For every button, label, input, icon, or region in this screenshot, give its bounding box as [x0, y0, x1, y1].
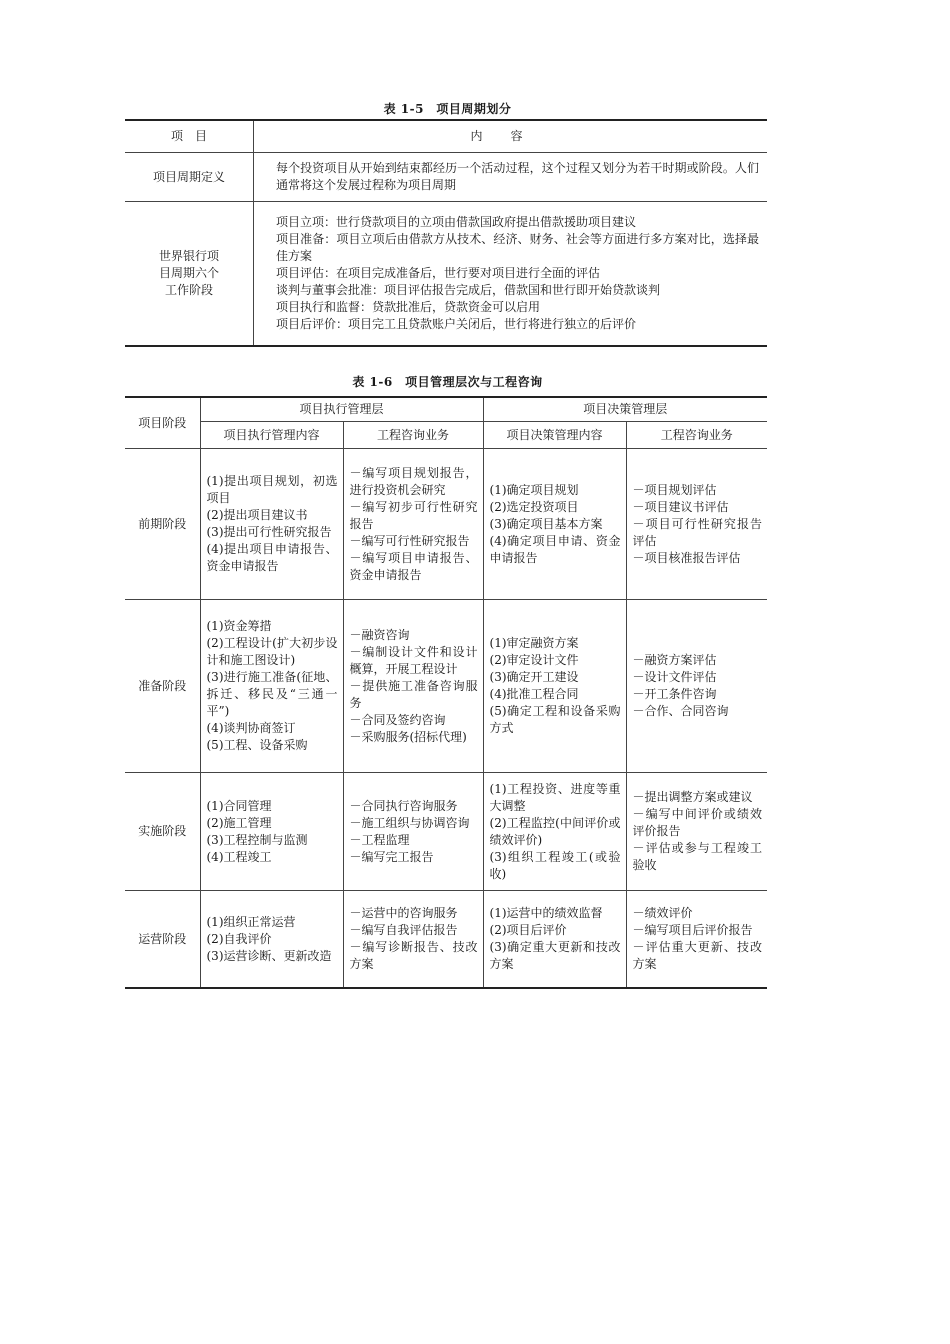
list-item: －融资咨询	[349, 627, 410, 642]
list-item: －提供施工准备咨询服务	[349, 678, 478, 710]
list-item: (3)提出可行性研究报告	[206, 525, 332, 539]
decision-content-cell	[483, 773, 626, 891]
decision-content-cell	[483, 600, 626, 773]
header-phase: 项目阶段	[125, 397, 200, 449]
header-exec-consult: 工程咨询业务	[343, 422, 483, 449]
decision-consult-cell	[626, 600, 767, 773]
list-item: －编写初步可行性研究报告	[349, 499, 478, 531]
list-item: －编写自我评估报告	[349, 923, 458, 937]
table-row	[125, 202, 767, 347]
list-item: －项目建议书评估	[632, 499, 729, 514]
header-exec-content: 项目执行管理内容	[200, 422, 343, 449]
project-cycle-table	[125, 119, 767, 347]
list-item: (2)工程监控(中间评价或绩效评价)	[489, 815, 621, 847]
list-item: (2)项目后评价	[489, 923, 567, 937]
list-item: (3)确定项目基本方案	[489, 516, 603, 531]
table-row	[125, 600, 767, 773]
decision-consult-cell	[626, 891, 767, 989]
exec-consult-cell	[343, 449, 483, 600]
list-item: (2)工程设计(扩大初步设计和施工图设计)	[206, 636, 338, 667]
exec-consult-cell	[343, 891, 483, 989]
list-item: (4)谈判协商签订	[206, 721, 296, 735]
stage-item: 项目立项：世行贷款项目的立项由借款国政府提出借款援助项目建议	[276, 215, 637, 229]
list-item: (2)提出项目建议书	[206, 508, 308, 522]
exec-content-cell	[200, 600, 343, 773]
header-exec-group: 项目执行管理层	[200, 397, 483, 422]
row-label	[125, 202, 254, 347]
list-item: (4)提出项目申请报告、资金申请报告	[206, 542, 338, 573]
phase-label: 运营阶段	[125, 891, 200, 989]
list-item: －项目可行性研究报告评估	[632, 516, 763, 548]
list-item: (4)批准工程合同	[489, 687, 579, 701]
list-item: (2)审定设计文件	[489, 653, 579, 667]
stage-item: 项目评估：在项目完成准备后，世行要对项目进行全面的评估	[276, 266, 601, 280]
list-item: (3)进行施工准备(征地、拆迁、移民及“三通一平”)	[206, 670, 338, 718]
label-line: 工作阶段	[164, 283, 213, 297]
table-1-6-caption: 表 1-6 项目管理层次与工程咨询	[352, 375, 543, 389]
list-item: －合同及签约咨询	[349, 712, 446, 727]
list-item: －编写诊断报告、技改方案	[349, 940, 478, 971]
list-item: (3)确定重大更新和技改方案	[489, 940, 621, 971]
exec-consult-cell	[343, 600, 483, 773]
list-item: (5)工程、设备采购	[206, 738, 308, 752]
decision-consult-cell	[626, 773, 767, 891]
row-content: 每个投资项目从开始到结束都经历一个活动过程，这个过程又划分为若干时期或阶段。人们通常将这个发展过程称为项目周期	[254, 153, 768, 202]
stage-item: 谈判与董事会批准：项目评估报告完成后，借款国和世行即开始贷款谈判	[276, 283, 661, 297]
list-item: －工程监理	[349, 832, 410, 847]
list-item: (1)审定融资方案	[489, 636, 579, 650]
list-item: －评估重大更新、技改方案	[632, 940, 763, 971]
list-item: －编写项目申请报告、资金申请报告	[349, 550, 478, 582]
list-item: －编写项目后评价报告	[632, 923, 753, 937]
list-item: －运营中的咨询服务	[349, 906, 458, 920]
table-header-row	[125, 120, 767, 153]
list-item: (5)确定工程和设备采购方式	[489, 704, 621, 735]
list-item: －合同执行咨询服务	[349, 798, 458, 813]
list-item: (3)确定开工建设	[489, 670, 579, 684]
list-item: －合作、合同咨询	[632, 704, 729, 718]
row-label: 项目周期定义	[125, 153, 254, 202]
list-item: (3)工程控制与监测	[206, 832, 308, 847]
list-item: (1)提出项目规划，初选项目	[206, 474, 338, 505]
phase-label: 实施阶段	[125, 773, 200, 891]
exec-consult-cell	[343, 773, 483, 891]
header-decision-consult: 工程咨询业务	[626, 422, 767, 449]
list-item: －绩效评价	[632, 906, 693, 920]
table-row	[125, 891, 767, 989]
list-item: (4)确定项目申请、资金申请报告	[489, 533, 621, 565]
list-item: －设计文件评估	[632, 670, 717, 684]
list-item: (3)运营诊断、更新改造	[206, 948, 332, 963]
list-item: －施工组织与协调咨询	[349, 815, 470, 830]
phase-label: 前期阶段	[125, 449, 200, 600]
header-item: 项 目	[125, 120, 254, 153]
exec-content-cell	[200, 773, 343, 891]
label-line: 世界银行项	[158, 249, 219, 263]
header-decision-group: 项目决策管理层	[483, 397, 767, 422]
list-item: －编写中间评价或绩效评价报告	[632, 807, 763, 838]
exec-content-cell	[200, 449, 343, 600]
list-item: －开工条件咨询	[632, 687, 717, 701]
list-item: －编写可行性研究报告	[349, 533, 470, 548]
table-row	[125, 153, 767, 202]
stage-list	[254, 202, 768, 347]
stage-item: 项目后评价：项目完工且贷款账户关闭后，世行将进行独立的后评价	[276, 317, 637, 331]
table-header-row	[125, 397, 767, 422]
header-decision-content: 项目决策管理内容	[483, 422, 626, 449]
list-item: (2)自我评价	[206, 931, 272, 946]
list-item: －编写项目规划报告，进行投资机会研究	[349, 465, 478, 497]
list-item: (4)工程竣工	[206, 849, 272, 864]
exec-content-cell	[200, 891, 343, 989]
list-item: (1)组织正常运营	[206, 914, 296, 929]
table-1-5-caption: 表 1-5 项目周期划分	[383, 102, 512, 116]
list-item: －评估或参与工程竣工验收	[632, 841, 763, 872]
list-item: (2)选定投资项目	[489, 499, 579, 514]
list-item: (1)运营中的绩效监督	[489, 906, 603, 920]
list-item: (3)组织工程竣工(或验收)	[489, 849, 621, 881]
label-line: 目周期六个	[158, 266, 219, 280]
list-item: (1)合同管理	[206, 798, 272, 813]
management-consulting-table	[125, 396, 767, 989]
decision-content-cell	[483, 449, 626, 600]
list-item: (1)工程投资、进度等重大调整	[489, 781, 621, 813]
phase-label: 准备阶段	[125, 600, 200, 773]
table-row	[125, 449, 767, 600]
header-content: 内容	[470, 129, 551, 143]
list-item: －编写完工报告	[349, 849, 434, 864]
table-row	[125, 773, 767, 891]
list-item: (1)确定项目规划	[489, 482, 579, 497]
list-item: －融资方案评估	[632, 653, 717, 667]
decision-content-cell	[483, 891, 626, 989]
list-item: －采购服务(招标代理)	[349, 729, 467, 744]
list-item: －项目核准报告评估	[632, 550, 741, 565]
list-item: －编制设计文件和设计概算，开展工程设计	[349, 644, 478, 676]
stage-item: 项目执行和监督：贷款批准后，贷款资金可以启用	[276, 300, 541, 314]
table-subheader-row	[125, 422, 767, 449]
stage-item: 项目准备：项目立项后由借款方从技术、经济、财务、社会等方面进行多方案对比，选择最佳方案	[276, 232, 759, 263]
list-item: －提出调整方案或建议	[632, 790, 753, 804]
list-item: －项目规划评估	[632, 482, 717, 497]
decision-consult-cell	[626, 449, 767, 600]
list-item: (1)资金筹措	[206, 619, 272, 633]
list-item: (2)施工管理	[206, 815, 272, 830]
